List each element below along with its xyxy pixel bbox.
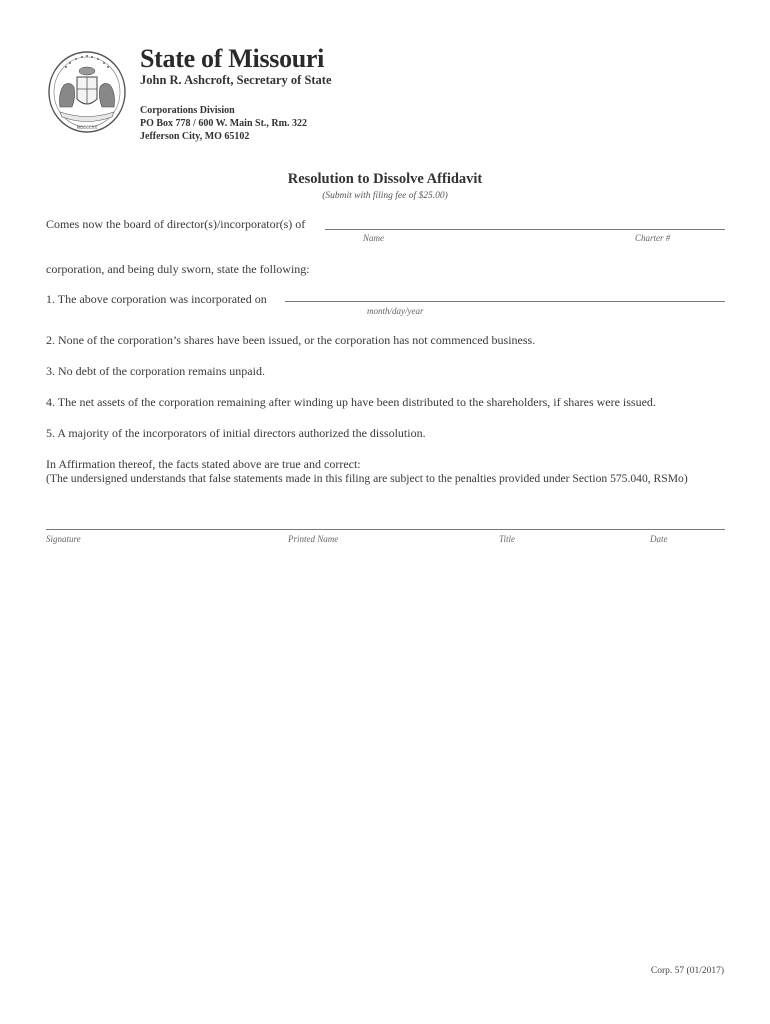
svg-text:MDCCCXX: MDCCCXX <box>76 125 98 130</box>
item-1-text: 1. The above corporation was incorporated on <box>46 292 267 306</box>
form-number: Corp. 57 (01/2017) <box>650 966 724 976</box>
corporation-statement: corporation, and being duly sworn, state the following: <box>46 262 310 276</box>
penalty-notice: (The undersigned understands that false statements made in this filing are subject to the penalties provided under Section 575.040, RSMo) <box>46 472 688 485</box>
missouri-state-seal <box>46 49 128 135</box>
comes-now-text: Comes now the board of director(s)/incorporator(s) of <box>46 217 306 231</box>
address-line-1: PO Box 778 / 600 W. Main St., Rm. 322 <box>140 118 307 129</box>
affirmation-text: In Affirmation thereof, the facts stated above are true and correct: <box>46 457 361 471</box>
form-subtitle: (Submit with filing fee of $25.00) <box>322 191 448 201</box>
title-caption: Title <box>499 534 516 544</box>
signature-caption: Signature <box>46 534 81 544</box>
name-caption: Name <box>363 233 384 243</box>
printed-name-caption: Printed Name <box>288 534 339 544</box>
item-5-text: 5. A majority of the incorporators of initial directors authorized the dissolution. <box>46 426 426 440</box>
division-name: Corporations Division <box>140 105 235 116</box>
date-caption: Date <box>650 534 668 544</box>
incorporation-date-field[interactable] <box>285 301 725 302</box>
item-4-text: 4. The net assets of the corporation remaining after winding up have been distributed to the shareholders, if shares were issued. <box>46 395 656 409</box>
signature-block-field[interactable] <box>46 529 725 530</box>
charter-caption: Charter # <box>635 233 671 243</box>
date-format-caption: month/day/year <box>367 306 424 316</box>
item-3-text: 3. No debt of the corporation remains unpaid. <box>46 364 265 378</box>
item-2-text: 2. None of the corporation’s shares have been issued, or the corporation has not commenced business. <box>46 333 536 347</box>
state-title: State of Missouri <box>140 44 325 73</box>
corporation-name-field[interactable] <box>325 229 725 230</box>
form-title: Resolution to Dissolve Affidavit <box>287 171 483 187</box>
address-line-2: Jefferson City, MO 65102 <box>140 131 250 142</box>
secretary-of-state: John R. Ashcroft, Secretary of State <box>140 73 332 87</box>
